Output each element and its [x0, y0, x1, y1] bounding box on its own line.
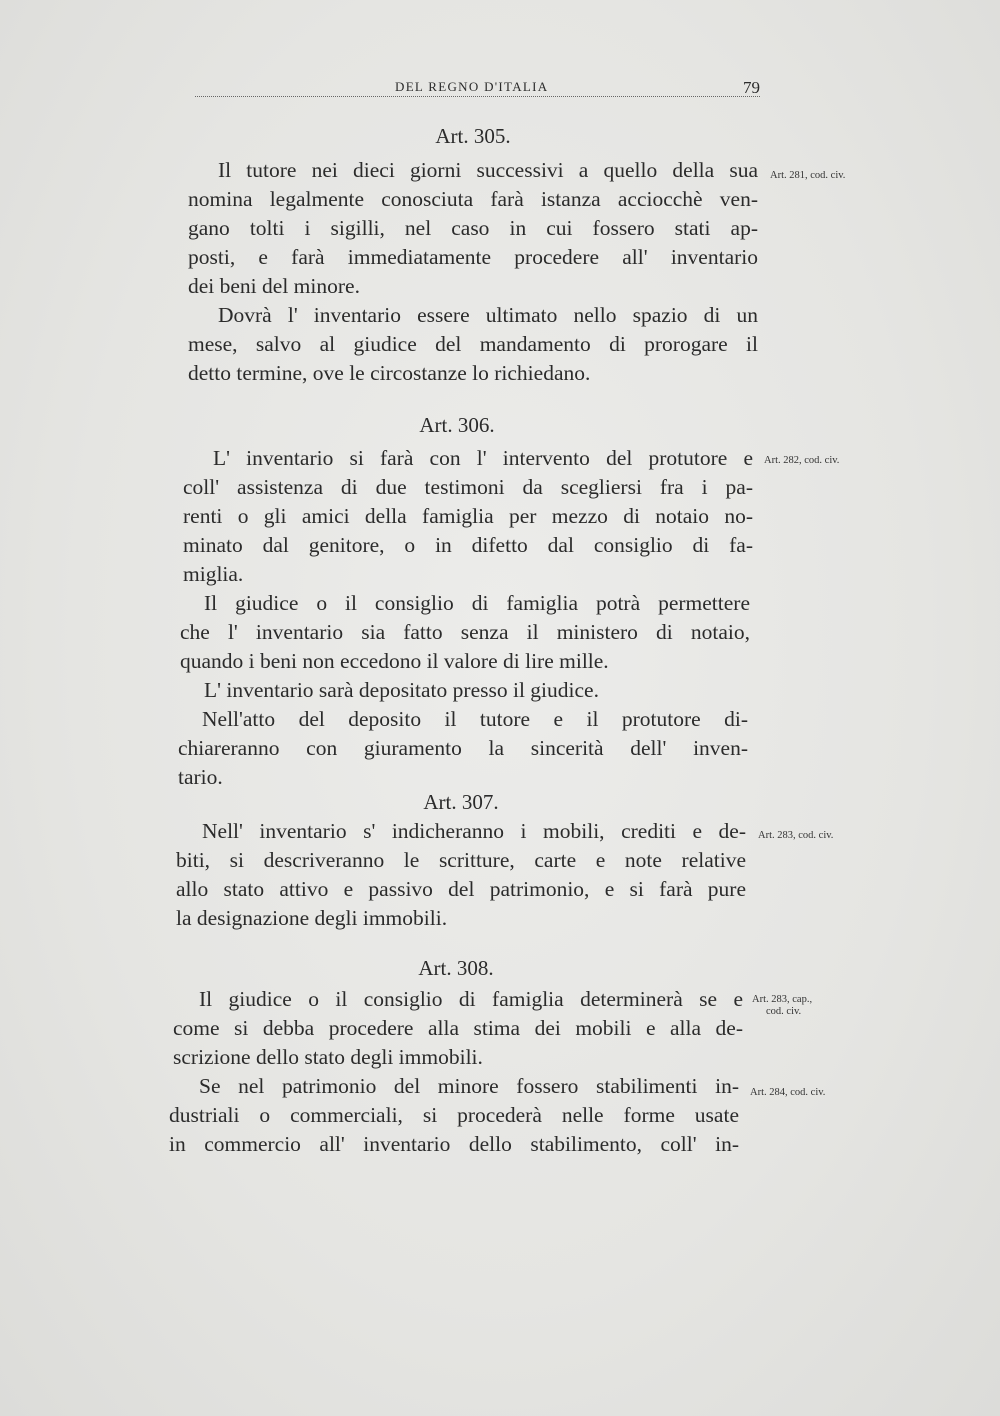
text-line: la designazione degli immobili.: [176, 906, 448, 930]
text-line: allo stato attivo e passivo del patrimonio, e si farà pure: [176, 877, 746, 901]
text-line: in commercio all' inventario dello stabilimento, coll' in-: [169, 1132, 739, 1156]
text-line: dustriali o commerciali, si procederà nelle forme usate: [169, 1103, 739, 1127]
text-line: gano tolti i sigilli, nel caso in cui fossero stati ap-: [188, 216, 758, 240]
text-line: renti o gli amici della famiglia per mezzo di notaio no-: [183, 504, 753, 528]
text-line: Il tutore nei dieci giorni successivi a quello della sua: [218, 158, 758, 182]
text-line: come si debba procedere alla stima dei mobili e alla de-: [173, 1016, 743, 1040]
article-305-paragraph-2: [188, 301, 758, 388]
article-307-paragraph-1: [176, 817, 746, 933]
article-308-paragraph-1: [173, 985, 743, 1072]
text-line: L' inventario sarà depositato presso il giudice.: [204, 678, 599, 702]
article-308-paragraph-2: [169, 1072, 739, 1159]
article-heading-307: Art. 307.: [423, 790, 499, 814]
text-line: posti, e farà immediatamente procedere all' inventario: [188, 245, 758, 269]
text-line: minato dal genitore, o in difetto dal consiglio di fa-: [183, 533, 753, 557]
text-line: mese, salvo al giudice del mandamento di prorogare il: [188, 332, 758, 356]
article-306-paragraph-2: [180, 589, 750, 676]
text-line: quando i beni non eccedono il valore di lire mille.: [180, 649, 609, 673]
article-306-paragraph-3: [180, 676, 750, 705]
text-line: coll' assistenza di due testimoni da scegliersi fra i pa-: [183, 475, 753, 499]
page-number: 79: [743, 78, 760, 97]
running-header: [195, 76, 760, 102]
article-heading-305: Art. 305.: [435, 124, 511, 148]
text-line: detto termine, ove le circostanze lo richiedano.: [188, 361, 591, 385]
text-line: Dovrà l' inventario essere ultimato nello spazio di un: [218, 303, 758, 327]
text-line: nomina legalmente conosciuta farà istanza acciocchè ven-: [188, 187, 758, 211]
margin-note-art-284: Art. 284, cod. civ.: [750, 1087, 826, 1098]
text-line: Nell'atto del deposito il tutore e il protutore di-: [202, 707, 748, 731]
margin-note-cod-civ: cod. civ.: [766, 1006, 802, 1017]
text-line: chiareranno con giuramento la sincerità dell' inven-: [178, 736, 748, 760]
margin-note-art-282: Art. 282, cod. civ.: [764, 455, 840, 466]
text-line: Se nel patrimonio del minore fossero stabilimenti in-: [199, 1074, 739, 1098]
article-306-paragraph-1: [183, 444, 753, 589]
header-rule: [195, 96, 760, 97]
text-line: che l' inventario sia fatto senza il ministero di notaio,: [180, 620, 750, 644]
text-line: Il giudice o il consiglio di famiglia potrà permettere: [204, 591, 750, 615]
text-line: miglia.: [183, 562, 244, 586]
article-306-paragraph-4: [178, 705, 748, 792]
text-line: Nell' inventario s' indicheranno i mobili, crediti e de-: [202, 819, 746, 843]
text-line: tario.: [178, 765, 223, 789]
text-line: L' inventario si farà con l' intervento del protutore e: [213, 446, 753, 470]
article-heading-306: Art. 306.: [419, 413, 495, 437]
text-line: scrizione dello stato degli immobili.: [173, 1045, 483, 1069]
text-line: biti, si descriveranno le scritture, carte e note relative: [176, 848, 746, 872]
text-line: Il giudice o il consiglio di famiglia determinerà se e: [199, 987, 743, 1011]
running-title: DEL REGNO D'ITALIA: [395, 79, 549, 94]
margin-note-art-283-cap: Art. 283, cap.,: [752, 994, 813, 1005]
margin-note-art-283: Art. 283, cod. civ.: [758, 830, 834, 841]
article-heading-308: Art. 308.: [418, 956, 494, 980]
article-305-paragraph-1: [188, 156, 758, 301]
margin-note-art-281: Art. 281, cod. civ.: [770, 170, 846, 181]
text-line: dei beni del minore.: [188, 274, 360, 298]
